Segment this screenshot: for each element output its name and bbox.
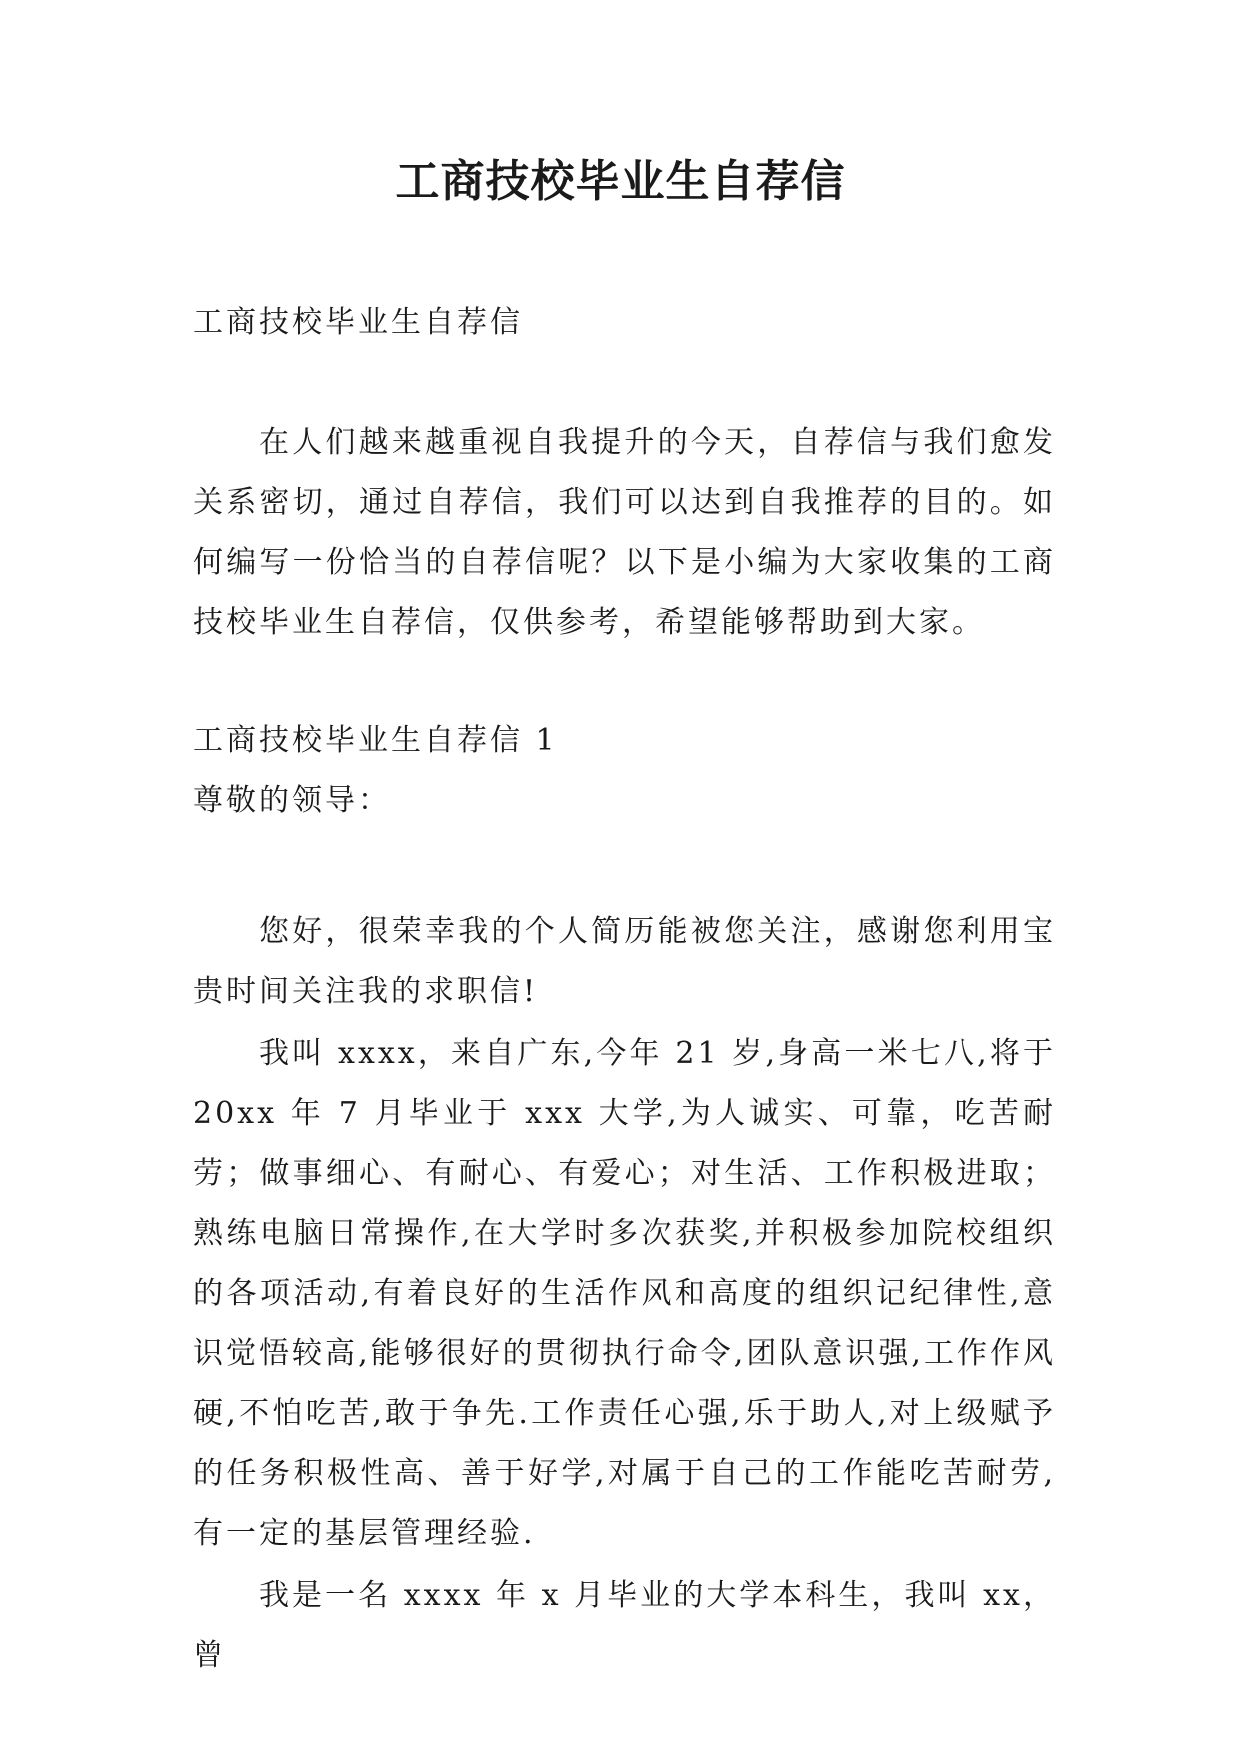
body-paragraph: 我是一名 xxxx 年 x 月毕业的大学本科生，我叫 xx，曾: [193, 1578, 1056, 1673]
document-subtitle: 工商技校毕业生自荐信: [193, 305, 523, 340]
salutation: 尊敬的领导：: [193, 783, 391, 818]
document-body: [193, 293, 1056, 1686]
document-title: 工商技校毕业生自荐信: [395, 156, 846, 207]
body-paragraph: 我叫 xxxx，来自广东,今年 21 岁,身高一米七八,将于 20xx 年 7 月毕业于 xxx 大学,为人诚实、可靠，吃苦耐劳；做事细心、有耐心、有爱心；对生活、工作积极进取；熟练电脑日常操作,在大学时多次获奖,并积极参加院校组织的各项活动,有着良好的生活作风和高度的组织记纪律性,意识觉悟较高,能够很好的贯彻执行命令,团队意识强,工作作风硬,不怕吃苦,敢于争先.工作责任心强,乐于助人,对上级赋予的任务积极性高、善于好学,对属于自己的工作能吃苦耐劳,有一定的基层管理经验.: [193, 1036, 1056, 1551]
intro-paragraph: 在人们越来越重视自我提升的今天，自荐信与我们愈发关系密切，通过自荐信，我们可以达到自我推荐的目的。如何编写一份恰当的自荐信呢？以下是小编为大家收集的工商技校毕业生自荐信，仅供参考，希望能够帮助到大家。: [193, 425, 1056, 640]
section-heading: 工商技校毕业生自荐信 1: [193, 723, 558, 758]
body-paragraph: 您好，很荣幸我的个人简历能被您关注，感谢您利用宝贵时间关注我的求职信!: [193, 914, 1056, 1009]
